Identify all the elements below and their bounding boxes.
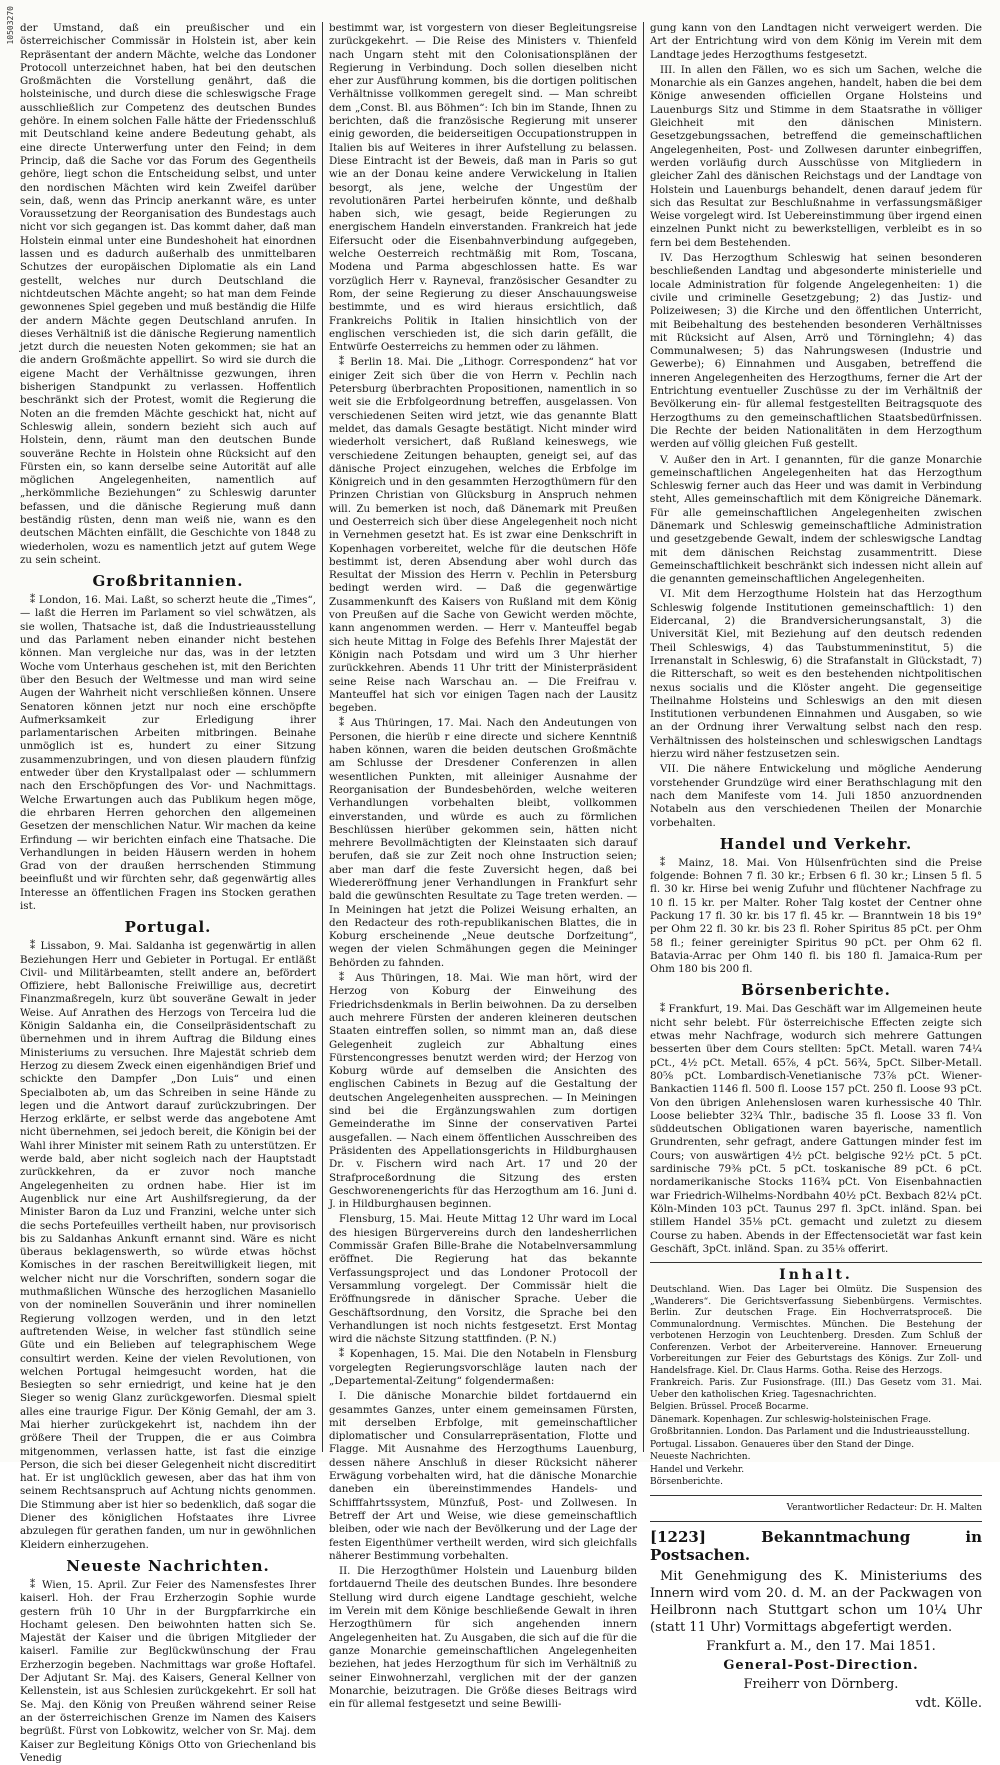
proposal-iv: IV. Das Herzogthum Schleswig hat seinen besonderen beschließenden Landtag und abgesonderte ministerielle und locale Administration für folgende Angelegenheiten: 1) die civile und criminelle Gesetzgebung; 2) das Justiz- und Polizeiwesen; 3) die Kirche und den öffentlichen Unterricht, mit Beibehaltung des bestehenden besonderen Verhältnisses mit Rücksicht auf Alsen, Arrö und Törninglehn; 4) das Communalwesen; 5) das Nahrungswesen (Industrie und Gewerbe); 6) Einnahmen und Ausgaben, betreffend die inneren Angelegenheiten des Herzogthums, ferner die Art der Entrichtung eventueller Zuschüsse zu der im Verhältniß der Bevölkerung ein- für allemal festgestellten Beitragsquote des Herzogthums zu den gemeinschaftlichen Staatsbedürfnissen. Die Rechte der beiden Nationalitäten in dem Herzogthum werden auf völlig gleichen Fuß gestellt. [650, 252, 982, 451]
column-2 [329, 22, 637, 1711]
article-frankfurt: ⁑ Frankfurt, 19. Mai. Das Geschäft war im Allgemeinen heute nicht sehr belebt. Für österreichische Effecten zeigte sich etwas mehr Nachfrage, wodurch sich mehrere Gattungen besserten über dem Cours stellten: 5pCt. Metall. waren 74¼ pCt., 4½ pCt. Metall. 65⅞, 4 pCt. 56¾, 5pCt. Silber-Metall. 80⅝ pCt. Lombardisch-Venetianische 73⅞ pCt. Wiener-Bankactien 1146 fl. 500 fl. Loose 157 pCt. 250 fl. Loose 93 pCt. Von den übrigen Anlehenslosen waren kurhessische 40 Thlr. Loose beliebter 32¾ Thlr., badische 35 fl. Loose 33 fl. Von süddeutschen Obligationen waren bayerische, namentlich Grundrenten, sehr gefragt, andere Gattungen minder fest im Cours; von auswärtigen 4½ pCt. belgische 92½ pCt. 5 pCt. sardinische 79⅜ pCt. 5 pCt. toskanische 89 pCt. 6 pCt. nordamerikanische Stocks 116¾ pCt. Von Eisenbahnactien war Friedrich-Wilhelms-Nordbahn 40½ pCt. Bexbach 82¼ pCt. Köln-Minden 103 pCt. Taunus 297 fl. 3pCt. inländ. Span. bei stillem Handel 35⅛ pCt. gemacht und zuletzt zu diesem Course zu haben. Abends in der Effectensocietät war fast kein Geschäft, 3pCt. inländ. Span. zu 35⅛ offerirt. [650, 1003, 982, 1255]
notice-sender: General-Post-Direction. [723, 1658, 919, 1674]
column-1 [20, 22, 316, 1764]
column-rule [643, 22, 644, 1452]
article-thueringen-18: ⁑ Aus Thüringen, 18. Mai. Wie man hört, wird der Herzog von Koburg der Einweihung des Friedrichsdenkmals in Berlin beiwohnen. Da zu derselben auch mehrere Fürsten der anderen kleineren deutschen Staaten eintreffen sollen, so nimmt man an, daß diese Gelegenheit zugleich zur Abhaltung eines Fürstencongresses benutzt werden wird; der Herzog von Koburg würde auf demselben die Ansichten des englischen Cabinets in Bezug auf die Gestaltung der deutschen Angelegenheiten aussprechen. — In Meiningen sind bei die Ergänzungswahlen zum dortigen Gemeinderathe im Sinne der conservativen Partei ausgefallen. — Nach einem öffentlichen Ausschreiben des Präsidenten des Appellationsgerichts in Hildburghausen Dr. v. Fischern wird nach Art. 17 und 20 der Strafproceßordnung die Sitzung des ersten Geschworenengerichts für das Herzogthum am 16. Juni d. J. in Hildburghausen beginnen. [329, 972, 637, 1211]
article-kopenhagen: ⁑ Kopenhagen, 15. Mai. Die den Notabeln in Flensburg vorgelegten Regierungsvorschläge lauten nach der „Departemental-Zeitung“ folgendermaßen: [329, 1348, 637, 1387]
notice-number: [1223] [650, 1528, 706, 1547]
proposal-vi: VI. Mit dem Herzogthume Holstein hat das Herzogthum Schleswig folgende Institutionen gemeinschaftlich: 1) den Eidercanal, 2) die Brandversicherungsanstalt, 3) die Universität Kiel, mit Beziehung auf den deutsch redenden Theil Schleswigs, 4) das Taubstummeninstitut, 5) die Irrenanstalt in Schleswig, 6) die Strafanstalt in Glückstadt, 7) die Ritterschaft, so weit es den bestehenden nichtpolitischen nexus socialis und die Klöster angeht. Die gegenseitige Theilnahme Holsteins und Schleswigs an den mit diesen Institutionen verbundenen Einnahmen und Ausgaben, so wie an der Ordnung ihrer Verwaltung selbst nach den resp. Verhältnissen des holsteinschen und schleswigschen Landtags hierzu wird näher festzusetzen sein. [650, 588, 982, 761]
notice-title: Bekanntmachung in Postsachen. [650, 1528, 982, 1565]
contents-item: Portugal. Lissabon. Genaueres über den Stand der Dinge. [650, 1439, 915, 1450]
article-wien: ⁑ Wien, 15. April. Zur Feier des Namensfestes Ihrer kaiserl. Hoh. der Frau Erzherzogin Sophie wurde gestern früh 10 Uhr in der Burgpfarrkirche ein Hochamt gelesen. Den beiwohnten hatten sich Se. Majestät der Kaiser und die übrigen Mitglieder der kaiserl. Familie zur Beglückwünschung der Frau Erzherzogin begeben. Nachmittags war große Hoftafel. Der Adjutant Sr. Maj. des Kaisers, General Kellner von Kellenstein, ist aus Schlesien zurückgekehrt. Er soll hat Se. Maj. den König von Preußen während seiner Reise an der österreichischen Grenze im Namen des Kaisers begrüßt. Fürst von Lobkowitz, welcher von Sr. Maj. dem Kaiser zur Begleitung Königs Otto von Griechenland bis Venedig [20, 1578, 316, 1764]
contents-item: Handel und Verkehr. [650, 1464, 745, 1475]
notice-title-row [650, 1528, 982, 1564]
article-thueringen-17: ⁑ Aus Thüringen, 17. Mai. Nach den Andeutungen von Personen, die hierüb r eine directe und sichere Kenntniß haben können, waren die beiden deutschen Großmächte am Schlusse der Dresdener Conferenzen in allen wesentlichen Punkten, mit alleiniger Ausnahme der Reorganisation der Bundesbehörden, welche weiteren Verhandlungen vorbehalten bleibt, vollkommen einverstanden, und würde es auch zu förmlichen Beschlüssen hierüber gekommen sein, hätten nicht mehrere Bevollmächtigten der Kleinstaaten sich darauf berufen, daß sie zur Zeit noch ohne Instruction seien; aber man darf die feste Zuversicht hegen, daß bei Wiedereröffnung jener Verhandlungen in Frankfurt sehr bald die gewünschten Resultate zu Tage treten werden. — In Meiningen hat jetzt die Polizei Weisung erhalten, an den Redacteur des roth-republikanischen Blattes, die in Koburg erscheinende „Neue deutsche Dorfzeitung“, wegen der vielen Schmähungen gegen die Meininger Behörden zu fahnden. [329, 717, 637, 969]
article-text: gung kann von den Landtagen nicht verweigert werden. Die Art der Entrichtung wird von dem König im Verein mit dem Landtage jedes Herzogthums festgesetzt. [650, 22, 982, 61]
contents-list [650, 1285, 982, 1489]
column-3 [650, 22, 982, 1712]
contents-item: Frankreich. Paris. Zur Fusionsfrage. (III.) Das Gesetz vom 31. Mai. Ueber den katholischen Krieg. Tagesnachrichten. [650, 1378, 982, 1400]
divider [650, 1521, 982, 1522]
contents-item: Großbritannien. London. Das Parlament und die Industrieausstellung. [650, 1427, 970, 1438]
proposal-ii: II. Die Herzogthümer Holstein und Lauenburg bilden fortdauernd Theile des deutschen Bundes. Ihre besondere Stellung wird durch eigene Landtage geschieht, welche im Verein mit dem Könige beschließende Gewalt in ihren Herzogthümern für sich angehenden innern Angelegenheiten hat. Zu Ausgaben, die sich auf die für die ganze Monarchie gemeinschaftlichen Angelegenheiten beziehen, hat jedes Herzogthum für sich im Verhältniß zu seiner Einwohnerzahl, verglichen mit der der ganzen Monarchie, beizutragen. Die Größe dieses Beitrags wird ein für allemal festgesetzt und seine Bewilli- [329, 1565, 637, 1711]
notice-signature: Freiherr von Dörnberg. [743, 1677, 899, 1693]
postal-notice [650, 1528, 982, 1712]
divider [650, 1262, 982, 1263]
notice-body: Mit Genehmigung des K. Ministeriums des Innern wird vom 20. d. M. an der Packwagen von Heilbronn nach Stuttgart schon um 10¼ Uhr (statt 11 Uhr) Vormittags abgefertigt werden. [650, 1569, 982, 1636]
page-id-stamp: 10503270 [6, 6, 15, 45]
article-london: ⁑ London, 16. Mai. Laßt, so scherzt heute die „Times“, — laßt die Herren im Parlament so viel schwätzen, als sie wollen, Thatsache ist, daß die Industrieausstellung und das Parlament neben einander nicht bestehen können. Man vergleiche nur das, was in der letzten Woche vom Unterhaus geschehen ist, mit den Berichten über den Besuch der Weltmesse und man wird seine Augen der Wahrheit nicht verschließen können. Unsere Senatoren können jetzt nur noch eine erschöpfte Aufmerksamkeit zur Erledigung ihrer parlamentarischen Arbeiten mitbringen. Beinahe unmöglich ist es, hundert zu einer Sitzung zusammenzubringen, und von diesen plaudern fünfzig entweder über den Krystallpalast oder — schlummern nach den Erschöpfungen des Vor- und Nachmittags. Welche Erwartungen auch das Publikum hegen möge, die ehrbaren Herren gehorchen den allgemeinen Gesetzen der menschlichen Natur. Wir machen da keine Erfindung — wir berichten einfach eine Thatsache. Die Verhandlungen in beiden Häusern werden in hohem Grad von der draußen herrschenden Stimmung beeinflußt und wir fürchten sehr, daß gegenwärtig alles Interesse an öffentlichen Fragen ins Stocken gerathen ist. [20, 594, 316, 912]
article-lissabon: ⁑ Lissabon, 9. Mai. Saldanha ist gegenwärtig in allen Beziehungen Herr und Gebieter in Portugal. Er entläßt Civil- und Militärbeamten, stellt andere an, befördert Offiziere, hebt Ballonische Freiwillige aus, decretirt Finanzmaßregeln, kurz übt souveräne Gewalt in jeder Weise. Auf Anrathen des Herzogs von Terceira lud die Königin Saldanha ein, die Conseilpräsidentschaft zu übernehmen und in ihrem Auftrag die Bildung eines Ministeriums zu versuchen. Ihre Majestät schrieb dem Herzog zu diesem Zweck einen eigenhändigen Brief und schickte den Dampfer „Don Luis“ und einen Specialboten ab, um das Schreiben in seine Hände zu legen und die Antwort darauf zurückzubringen. Der Herzog erklärte, er selbst werde das angebotene Amt nicht übernehmen, sei jedoch bereit, die Königin bei der Wahl ihrer Minister mit seinem Rath zu unterstützen. Er werde bald, aber nicht sogleich nach der Hauptstadt zurückkehren, da er zuvor noch manche Angelegenheiten zu ordnen habe. Hier ist im Augenblick nur eine Art Aushilfsregierung, da der Minister Baron da Luz und Franzini, welche unter sich die sechs Portefeuilles vertheilt haben, nur provisorisch bis zu Saldanhas Ankunft ernannt sind. Wäre es nicht überaus beklagenswerth, so würde etwas höchst Komisches in der raschen Bereitwilligkeit liegen, mit welcher nicht nur die Vorschriften, sondern sogar die muthmaßlichen Wünsche des herzoglichen Masaniello von der nominellen Souveränin und ihrer nominellen Regierung vollzogen werden, und in den letzt auftretenden Weise, in welcher fast stündlich seine Güte und ein Belieben auf telegraphischem Wege consultirt werden. Keine der vielen Revolutionen, von welchen Portugal heimgesucht worden, hat die Besiegten so sehr erniedrigt, und keine hat je den Sieger so wenig Glanz zurückgeworfen. Diesmal spielt alles eine traurige Figur. Der König Gemahl, der am 3. Mai hierher zurückgekehrt ist, nachdem ihn der größere Theil der Truppen, die er aus Coimbra mitgenommen, verlassen hatte, ist fast die einzige Person, die sich bei dieser Gelegenheit nicht discreditirt hat. Er ist unglücklich gewesen, aber das hat ihm von seinem Rechtsanspruch auf Achtung nichts genommen. Die Stimmung aber ist hier so bedenklich, daß sogar die Diener des königlichen Hofstaates ihre Livree abzulegen für gerathen fanden, um nur in gewöhnlichen Kleidern einherzugehen. [20, 940, 316, 1551]
column-rule [322, 22, 323, 1452]
article-berlin: ⁑ Berlin 18. Mai. Die „Lithogr. Correspondenz“ hat vor einiger Zeit sich über die von Herrn v. Pechlin nach Petersburg überbrachten Propositionen, namentlich in so weit sie die Erbfolgeordnung betreffen, ausgelassen. Von verschiedenen Seiten wird jetzt, wie das genannte Blatt meldet, das damals Gesagte bestätigt. Nicht minder wird wiederholt versichert, daß Rußland keineswegs, wie verschiedene Zeitungen behaupten, geneigt sei, auf das dänische Project einzugehen, welches die Erbfolge im Königreich und in den gesammten Herzogthümern für den Prinzen Christian von Glücksburg in Anspruch nehmen will. Zu bemerken ist noch, daß Dänemark mit Preußen und Oesterreich sich über diese Angelegenheit noch nicht in Vernehmen gesetzt hat. Es ist zwar eine Denkschrift in Kopenhagen vorbereitet, welche für die deutschen Höfe bestimmt ist, deren Absendung aber wohl durch das Resultat der Mission des Herrn v. Pechlin in Petersburg bedingt werden wird. — Daß die gegenwärtige Zusammenkunft des Kaisers von Rußland mit dem König von Preußen auf die Sache von Gewicht werden möchte, kann angenommen werden. — Herr v. Manteuffel begab sich heute Mittag in Folge des Befehls Ihrer Majestät der Königin nach Potsdam und wird um 3 Uhr hierher zurückkehren. Abends 11 Uhr tritt der Ministerpräsident seine Reise nach Warschau an. — Die Freifrau v. Manteuffel hat sich vor einigen Tagen nach der Lausitz begeben. [329, 356, 637, 715]
proposal-i: I. Die dänische Monarchie bildet fortdauernd ein gesammtes Ganzes, unter einem gemeinsamen Fürsten, mit derselben Erbfolge, mit gemeinschaftlicher diplomatischer und Consularrepräsentation, Flotte und Flagge. Mit Ausnahme des Herzogthums Lauenburg, dessen nähere Anschluß in dieser Rücksicht näherer Erwägung vorbehalten wird, hat die dänische Monarchie daneben ein übereinstimmendes Handels- und Schifffahrtssystem, Münzfuß, Post- und Zollwesen. In Betreff der Art und Weise, wie diese gemeinschaftlich bleiben, oder wie nach der Bevölkerung und der Lage der festen Eigenthümer vertheilt werden, wird sich gleichfalls näherer Bestimmung vorbehalten. [329, 1390, 637, 1562]
contents-heading: Inhalt. [779, 1267, 853, 1284]
section-heading-grossbritannien: Großbritannien. [92, 572, 244, 591]
section-heading-portugal: Portugal. [124, 918, 212, 937]
contents-item: Dänemark. Kopenhagen. Zur schleswig-holsteinischen Frage. [650, 1414, 932, 1425]
proposal-vii: VII. Die nähere Entwickelung und mögliche Aenderung vorstehender Grundzüge wird einer Berathschlagung mit den nach dem Manifeste vom 14. Juli 1850 anzuordnenden Notabeln aus den verschiedenen Theilen der Monarchie vorbehalten. [650, 763, 982, 829]
proposal-iii: III. In allen den Fällen, wo es sich um Sachen, welche die Monarchie als ein Ganzes angehen, handelt, haben die bei dem Könige anwesenden officiellen Organe Holsteins und Lauenburgs Sitz und Stimme in dem Staatsrathe in völliger Gleichheit mit den dänischen Ministern. Gesetzgebungssachen, betreffend die gemeinschaftlichen Angelegenheiten, Post- und Zollwesen darunter einbegriffen, werden vorläufig durch Ausschüsse von Mitgliedern in gleicher Zahl des dänischen Reichstags und der Landtage von Holstein und Lauenburgs behandelt, denen darauf jedem für sich das Resultat zur Beschlußnahme in verfassungsmäßiger Weise vorgelegt wird. Ist Uebereinstimmung über irgend einen einzelnen Punkt nicht zu bewerkstelligen, verbleibt es in so fern bei dem Bestehenden. [650, 63, 982, 249]
article-mainz: ⁑ Mainz, 18. Mai. Von Hülsenfrüchten sind die Preise folgende: Bohnen 7 fl. 30 kr.; Erbsen 6 fl. 30 kr.; Linsen 5 fl. 5 fl. 30 kr. Hirse bei wenig Zufuhr und flüchtener Nachfrage zu 10 fl. 15 kr. per Malter. Roher Talg kostet der Centner ohne Packung 17 fl. 30 kr. bis 17 fl. 45 kr. — Branntwein 18 bis 19° per Ohm 22 fl. 30 kr. bis 23 fl. Roher Spiritus 85 pCt. per Ohm 58 fl.; feiner gereinigter Spiritus 90 pCt. per Ohm 62 fl. Batavia-Arrac per Ohm 140 fl. bis 180 fl. Jamaica-Rum per Ohm 180 bis 200 fl. [650, 856, 982, 976]
contents-item: Belgien. Brüssel. Proceß Bocarme. [650, 1402, 809, 1413]
notice-date: Frankfurt a. M., den 17. Mai 1851. [706, 1639, 936, 1655]
section-heading-boersenberichte: Börsenberichte. [741, 981, 891, 1000]
section-heading-neueste-nachrichten: Neueste Nachrichten. [66, 1556, 270, 1575]
article-text: bestimmt war, ist vorgestern von dieser Begleitungsreise zurückgekehrt. — Die Reise des Ministers v. Thienfeld nach Ungarn steht mit den Colonisationsplänen der Regierung in Verbindung. Doch sollen dieselben nicht eher zur Ausführung kommen, bis die dortigen politischen Verhältnisse vollkommen geregelt sind. — Man schreibt dem „Const. Bl. aus Böhmen“: Ich bin im Stande, Ihnen zu berichten, daß die französische Regierung mit unserer einig geworden, die beiderseitigen Occupationstruppen in Italien bis auf Weiteres in ihrer Aufstellung zu belassen. Diese Eintracht ist der Beweis, daß man in Paris so gut wie an der Donau keine andere Verwickelung in Italien besorgt, als jene, welche der Ungestüm der revolutionären Partei herbeirufen könnte, und deßhalb haben sich, wie gesagt, beide Regierungen zu energischem Handeln einverstanden. Frankreich hat jede Eifersucht oder die Eisenbahnverbindung aufgegeben, welche Oesterreich rechtmäßig mit Rom, Toscana, Modena und Parma abgeschlossen hatte. Es war vorzüglich Herr v. Rayneval, französischer Gesandter zu Rom, der seine Regierung zu dieser Anschauungsweise bestimmte, und es wird hieraus ersichtlich, daß Frankreichs Politik in Italien hinsichtlich von der englischen verschieden ist, die sich darin gefällt, die Entwürfe Oesterreichs zu hemmen oder zu lähmen. [329, 22, 637, 354]
contents-item: Deutschland. Wien. Das Lager bei Olmütz. Die Suspension des „Wanderers“. Die Gerichtsverfassung Siebenbürgens. Vermischtes. Berlin. Zur deutschen Frage. Ein Hochverratsproceß. Die Communalordnung. Vermischtes. München. Die Bestehung der verbotenen Herzogin von Leuchtenberg. Dresden. Zum Schluß der Conferenzen. Verbot der Arbeitervereine. Hannover. Erneuerung Vorbereitungen zur Feier des Geburtstags des Königs. Zur Zoll- und Handelsfrage. Kiel. Dr. Claus Harms. Gotha. Reise des Herzogs. [650, 1285, 982, 1376]
contents-item: Neueste Nachrichten. [650, 1452, 751, 1463]
divider [650, 1495, 982, 1496]
notice-vdt: vdt. Kölle. [915, 1696, 982, 1712]
editor-line: Verantwortlicher Redacteur: Dr. H. Malten [786, 1502, 982, 1513]
proposal-v: V. Außer den in Art. I genannten, für die ganze Monarchie gemeinschaftlichen Angelegenheiten hat das Herzogthum Schleswig ferner auch das Heer und was damit in Verbindung steht, Alles gemeinschaftlich mit dem Königreiche Dänemark. Für alle gemeinschaftlichen Angelegenheiten zwischen Dänemark und Schleswig gemeinschaftliche Administration und gesetzgebende Gewalt, indem der schleswigsche Landtag mit dem dänischen Reichstag zusammentritt. Diese Gemeinschaftlichkeit beschränkt sich indessen nicht allein auf die genannten gemeinschaftlichen Angelegenheiten. [650, 453, 982, 586]
section-heading-handel-und-verkehr: Handel und Verkehr. [719, 834, 913, 853]
article-flensburg: Flensburg, 15. Mai. Heute Mittag 12 Uhr ward im Local des hiesigen Bürgervereins durch den landesherrlichen Commissär Grafen Bille-Brahe die Notabelnversammlung eröffnet. Die Regierung hat das bekannte Verfassungsproject und das Londoner Protocoll der Versammlung vorgelegt. Der Commissär hielt die Eröffnungsrede in dänischer Sprache. Ueber die Geschäftsordnung, den Vorsitz, die Sprache bei den Verhandlungen ist noch nichts festgesetzt. Erst Montag wird die nächste Sitzung stattfinden. (P. N.) [329, 1213, 637, 1346]
article-text: der Umstand, daß ein preußischer und ein österreichischer Commissär in Holstein ist, aber kein Repräsentant der andern Mächte, welche das Londoner Protocoll unterzeichnet haben, hat bei den deutschen Großmächten die Vorstellung genährt, daß die holsteinische, und durch diese die schleswigsche Frage ausschließlich zur Competenz des deutschen Bundes gehöre. In einem solchen Falle hätte der Friedensschluß mit Deutschland keine andere Bedeutung gehabt, als eine directe Unterwerfung unter den Feind; in dem Princip, daß die Sache vor das Forum des Gegentheils gehöre, liegt schon die Entscheidung selbst, und unter den nordischen Mächten wird kein Zweifel darüber sein, daß, wenn das Princip anerkannt wäre, es unter Voraussetzung der Reorganisation des Bundestags auch nicht vor sich gegangen ist. Das kommt daher, daß man Holstein einmal unter eine Bundeshoheit hat einordnen lassen und es dadurch außerhalb des unmittelbaren Schutzes der europäischen Diplomatie als ein Land gestellt, welches nur durch Deutschland die nichtdeutschen Mächte angeht; so hat man dem Feinde gewonnenes Spiel gegeben und muß beständig die Hilfe der andern Mächte gegen Deutschland anrufen. In dieses Verhältniß ist die dänische Regierung namentlich jetzt durch die neuesten Noten gekommen; sie hat an die andern Großmächte appellirt. So wird sie durch die eigene Macht der Verhältnisse gezwungen, ihren bisherigen Standpunkt zu verlassen. Hoffentlich beschränkt sich der Protest, womit die Regierung die Noten an die fremden Mächte geschickt hat, nicht auf Schleswig allein, sondern bezieht sich auch auf Holstein, denn, räumt man den deutschen Bunde souveräne Rechte in Holstein ohne Rücksicht auf den Fürsten ein, so kann derselbe seine Autorität auf alle möglichen Angelegenheiten, namentlich auf „herkömmliche Beziehungen“ zu Schleswig darunter befassen, und die dänische Regierung muß dann beständig rüsten, denn man weiß nie, wann es den deutschen Mächten einfällt, die Geschichte von 1848 zu wiederholen, wozu es namentlich jetzt auf gutem Wege zu sein scheint. [20, 22, 316, 566]
contents-item: Börsenberichte. [650, 1477, 723, 1488]
